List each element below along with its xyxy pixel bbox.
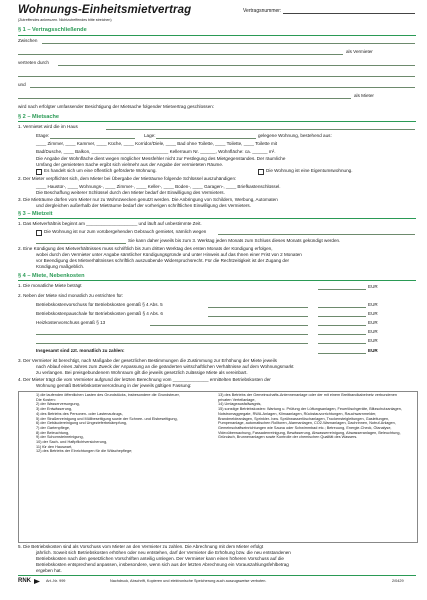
tenant-label: als Mieter (354, 93, 374, 98)
sec4-p4: 4. Der Mieter trägt die vom Vermieter aufgrund der letzten Berechnung vom ______________ ermittelten Betriebskosten der (18, 377, 271, 382)
sec3-temp-note: Sie kann daher jeweils bis zum 3. Werktag jeden Monats zum Schluss dieses Monats gekündigt werden. (128, 238, 341, 243)
sec4-p5-b: jährlich. Soweit sich Betriebskosten erhöhen oder neu entstehen, darf der Vermieter die Erhöhung bzw. die neu entstandenen (36, 550, 291, 555)
section-3-title: § 3 – Mietzeit (18, 211, 53, 217)
sidebar-url (2, 210, 12, 330)
document-title: Wohnungs-Einheitsmietvertrag (18, 4, 192, 16)
keys-line-2: Die Beschaffung weiterer Schlüssel durch den Mieter bedarf der Einwilligung des Vermieters. (36, 190, 225, 195)
operating-cost-item: 8) der Beleuchtung, (36, 430, 70, 435)
form-number: 2/0429 (392, 579, 404, 583)
sec4-p5: 5. Die Betriebskosten sind als Vorschuss vom Mieter an den Vermieter zu zahlen. Die Abrechnung mit dem Mieter erfolgt (18, 544, 264, 549)
operating-cost-item: 1) die laufenden öffentlichen Lasten des Grundstücks, insbesondere die Grundsteuer, (36, 393, 180, 397)
section-divider (18, 280, 416, 281)
operating-costs-left-list (36, 393, 206, 454)
operating-costs-lump-eur: EUR (368, 311, 378, 316)
operating-costs-lump-dots (208, 316, 308, 317)
sec4-p5-e: ergeben hat. (36, 568, 62, 573)
sec3-p2-b: wobei durch den Vermieter unter Angabe sämtlicher Kündigungsgründe und unter Hinweis auf das Ihnen einer Frist von 2 Monaten (36, 252, 302, 257)
operating-cost-item: 14) Umlageausfallwagnis, (218, 402, 262, 407)
sec3-p2: 2. Eine Kündigung des Mietverhältnisses muss schriftlich bis zum dritten Werktag des ersten Monats der Kündigung erfolgen, (18, 246, 273, 251)
sec4-p3-c: zu verlangen. Bei preisgebundenem Wohnraum gilt die jeweils gesetzlich zulässige Miete als vereinbart. (36, 370, 248, 375)
represented-label: vertreten durch (18, 60, 49, 65)
sec4-p3-b: nach Ablauf eines Jahres zum Zweck der Anpassung an die geänderten wirtschaftlichen Verhältnisse auf dem Wohnungsmarkt (36, 364, 294, 369)
document-subtitle: (Zutreffendes ankreuzen. Nichtzutreffendes bitte streichen) (18, 18, 112, 22)
total-eur: EUR (368, 348, 378, 353)
extra-cost-eur-2: EUR (368, 338, 378, 343)
section-divider (18, 35, 416, 36)
operating-cost-item: 3) der Entwässerung, (36, 407, 73, 412)
etage-label: Etage: (36, 133, 50, 138)
gelegene-label: gelegene Wohnung, bestehend aus: (258, 133, 332, 138)
etage-field[interactable] (50, 138, 135, 139)
sec2-p2: 2. Der Mieter verpflichtet sich, dem Mieter bei Übergabe der Mieträume folgende Schlüssel auszuhändigen: (18, 176, 237, 181)
heating-advance-eur: EUR (368, 320, 378, 325)
operating-cost-item: 4) des Betriebs des Personen- oder Lastenaufzugs, (36, 411, 123, 416)
operating-cost-item: 15) sonstige Betriebskosten: Wartung u. Prüfung der Lüftungsanlagen, Feuerlöschgeräte, Blitzschutzanlagen, Notstromaggregate, RWA-Anlagen, Klimaanlagen, Rückstauvorrichtungen, Rauchwarnmelder, Brandmeldeanlagen, Sprinkler- bzw. Sprühwasserlöschanlagen, Trockensteigleitungen, Gasleitungen, Pumpenanlage, automatischen Rolltoren, Alarmanlagen, CO2-Warnanlagen, Dachrinnen, Notruf-Anlagen, Gemeinschaftseinrichtungen wie Sauna oder Schwimmbad etc.; Betreuung, Energie-Check, Ölanalyse, Videoüberwachung, Fassadenreinigung, Bewässerung, Abwasserreinigung, Abwasseranlagen, Beleuchtung, Gründach, Brunnenanlagen sowie Kontrolle der chemischen Qualität des Wassers. (218, 407, 402, 440)
extra-cost-amount-1[interactable] (318, 334, 366, 335)
operating-cost-item: 7) der Gartenpflege, (36, 425, 70, 430)
house-address-field[interactable] (106, 129, 415, 130)
footer-divider (18, 575, 416, 576)
extra-cost-eur-1: EUR (368, 329, 378, 334)
sec4-p5-c: Betriebskosten nach den gesetzlichen Vorschriften anteilig umlegen. Der Vermieter kann einen höheren Vorschuss auf die (36, 556, 284, 561)
operating-cost-item: 6) der Gebäudereinigung und Ungezieferbekämpfung, (36, 421, 127, 426)
representative-field[interactable] (58, 65, 415, 66)
and-label: und (18, 82, 26, 87)
rent-row-label: 1. Die monatliche Miete beträgt (18, 283, 82, 288)
heating-advance-label: Heizkostenvorschuss gemäß § 13 (36, 320, 106, 325)
contract-number-label: Vertragsnummer: (243, 8, 282, 14)
landlord-address-field[interactable] (18, 54, 343, 55)
rooms-line-2: Bad/Dusche, ____ Balkon, ______________________________ Kellerraum Nr. ______, Wohnfläche: ca. ______ m². (36, 149, 276, 154)
closing-text: wird nach erfolgter umfassender Besichtigung der Mietsache folgender Mietvertrag geschlossen: (18, 104, 215, 109)
contract-number-field[interactable] (283, 13, 415, 14)
copyright-note: Nachdruck, Abschrift, Kopieren und elektronische Speicherung auch auszugsweise verboten. (110, 579, 267, 583)
extra-cost-field-2[interactable] (36, 343, 308, 344)
landlord-label: als Vermieter (346, 49, 373, 54)
area-note-2: Umfang der gemieteten Sache ergibt sich vielmehr aus der Angabe der vermieteten Räume. (36, 162, 224, 167)
extra-cost-field-1[interactable] (36, 334, 308, 335)
section-divider (18, 121, 416, 122)
condominium-label: Die Wohnung ist eine Eigentumswohnung. (266, 168, 353, 173)
article-number: Art.-Nr. 999 (46, 579, 66, 583)
operating-costs-right-list (218, 393, 410, 440)
landlord-name-field[interactable] (42, 43, 415, 44)
operating-costs-advance-field[interactable] (318, 307, 366, 308)
operating-costs-advance-eur: EUR (368, 302, 378, 307)
rent-amount-field[interactable] (318, 289, 366, 290)
sec4-p5-d: Betriebskosten entsprechend anpassen, insbesondere, wenn sich aus der letzten Abrechnung ein Vorauszahlungsfehlbetrag (36, 562, 289, 567)
operating-cost-item: 5) der Straßenreinigung und Müllbeseitigung sowie der Schnee- und Eisbeseitigung, (36, 416, 178, 421)
operating-costs-lump-field[interactable] (318, 316, 366, 317)
sec3-p2-c: vor Beendigung des Mietverhältnisses schriftlich auszuübende Widerspruchsrecht. Für die Rechtzeitigkeit ist der Zugang der (36, 258, 290, 263)
section-divider (18, 218, 416, 219)
operating-cost-item: 2) der Wasserversorgung, (36, 402, 80, 407)
brand-logo: RNK (18, 578, 31, 584)
total-amount-field[interactable] (318, 353, 366, 354)
temporary-reason-field-2[interactable] (36, 243, 126, 244)
operating-cost-item: 10) der Sach- und Haftpflichtversicherung, (36, 440, 108, 445)
operating-costs-lump-label: Betriebskostenpauschale für Betriebskosten gemäß § 4 Abs. 6 (36, 311, 163, 316)
temporary-use-checkbox[interactable] (36, 230, 42, 236)
heating-advance-field[interactable] (318, 325, 366, 326)
area-note: Die Angabe der Wohnfläche dient wegen möglicher Messfehler nicht zur Festlegung des Mietgegenstandes. Der räumliche (36, 156, 286, 161)
temporary-use-label: Die Wohnung ist nur zum vorübergehenden Gebrauch gemietet, nämlich wegen (44, 229, 207, 234)
sec2-p3-2: und dergleichen außerhalb der Mieträume bedarf der vorherigen schriftlichen Einwilligung des Vermieters. (36, 203, 251, 208)
total-label: Insgesamt sind zzt. monatlich zu zahlen: (36, 348, 125, 353)
rooms-line: ____ Zimmer, ____ Kammer, ____ Küche, ____ Korridor/Diele, ____ Bad ohne Toilette, ____ Toilette, ____ Toilette mit (36, 141, 278, 146)
rent-eur-label: EUR (368, 284, 378, 289)
condominium-checkbox[interactable] (258, 169, 264, 175)
sec3-p2-d: Kündigung maßgeblich. (36, 264, 85, 269)
brand-arrow-icon (34, 579, 40, 584)
operating-costs-advance-dots (208, 307, 308, 308)
operating-cost-item: 12) des Betriebs der Einrichtungen für die Wäschepflege; (36, 449, 133, 454)
sec4-p3: 3. Der Vermieter ist berechtigt, nach Maßgabe der gesetzlichen Bestimmungen die Zustimmung zur Erhöhung der Miete jeweils (18, 358, 277, 363)
section-1-title: § 1 – Vertragsschließende (18, 27, 87, 33)
heating-advance-dots (150, 325, 308, 326)
sec4-p4-b: Wohnung gemäß Betriebskostenverordnung in der jeweils gültigen Fassung: (36, 383, 192, 388)
operating-costs-advance-label: Betriebskostenvorschuss für Betriebskosten gemäß § 4 Abs. 5 (36, 302, 163, 307)
operating-cost-item: 13) des Betriebs der Gemeinschafts-Antennenanlage oder der mit einem Breitbandkabelnetz verbundenen privaten Verteilanlage, (218, 393, 397, 402)
operating-cost-item: Die Kosten: (36, 397, 56, 402)
lage-label: Lage: (144, 133, 156, 138)
sec2-p3: 3. Die Mieträume dürfen vom Mieter nur zu Wohnzwecken genutzt werden. Die Anbringung von Schildern, Werbung, Automaten (18, 197, 278, 202)
sec2-p1: 1. Vermietet wird die im Haus (18, 124, 78, 129)
keys-line: ____ Haustür-, ____ Wohnungs-, ____ Zimmer-, ____ Keller-, ____ Boden-, ____ Garagen-, ____ Briefkastenschlüssel. (36, 184, 281, 189)
lage-field[interactable] (156, 138, 256, 139)
between-label: Zwischen (18, 38, 38, 43)
sec3-p1: 1. Das Mietverhältnis beginnt am ____________________ und läuft auf unbestimmte Zeit. (18, 221, 202, 226)
representative-field-2[interactable] (18, 76, 415, 77)
operating-cost-item: 11) für den Hauswart, (36, 444, 73, 449)
extras-row-label: 2. Neben der Miete sind monatlich zu entrichten für: (18, 293, 124, 298)
section-4-title: § 4 – Miete, Nebenkosten (18, 273, 85, 279)
temporary-reason-field[interactable] (218, 234, 415, 235)
operating-cost-item: 9) der Schornsteinreinigung, (36, 435, 84, 440)
subsidized-checkbox[interactable] (36, 169, 42, 175)
section-2-title: § 2 – Mietsache (18, 114, 60, 120)
extra-cost-amount-2[interactable] (318, 343, 366, 344)
tenant-address-field[interactable] (18, 98, 351, 99)
subsidized-label: Es handelt sich um eine öffentlich geförderte Wohnung. (44, 168, 157, 173)
tenant-name-field[interactable] (30, 87, 415, 88)
